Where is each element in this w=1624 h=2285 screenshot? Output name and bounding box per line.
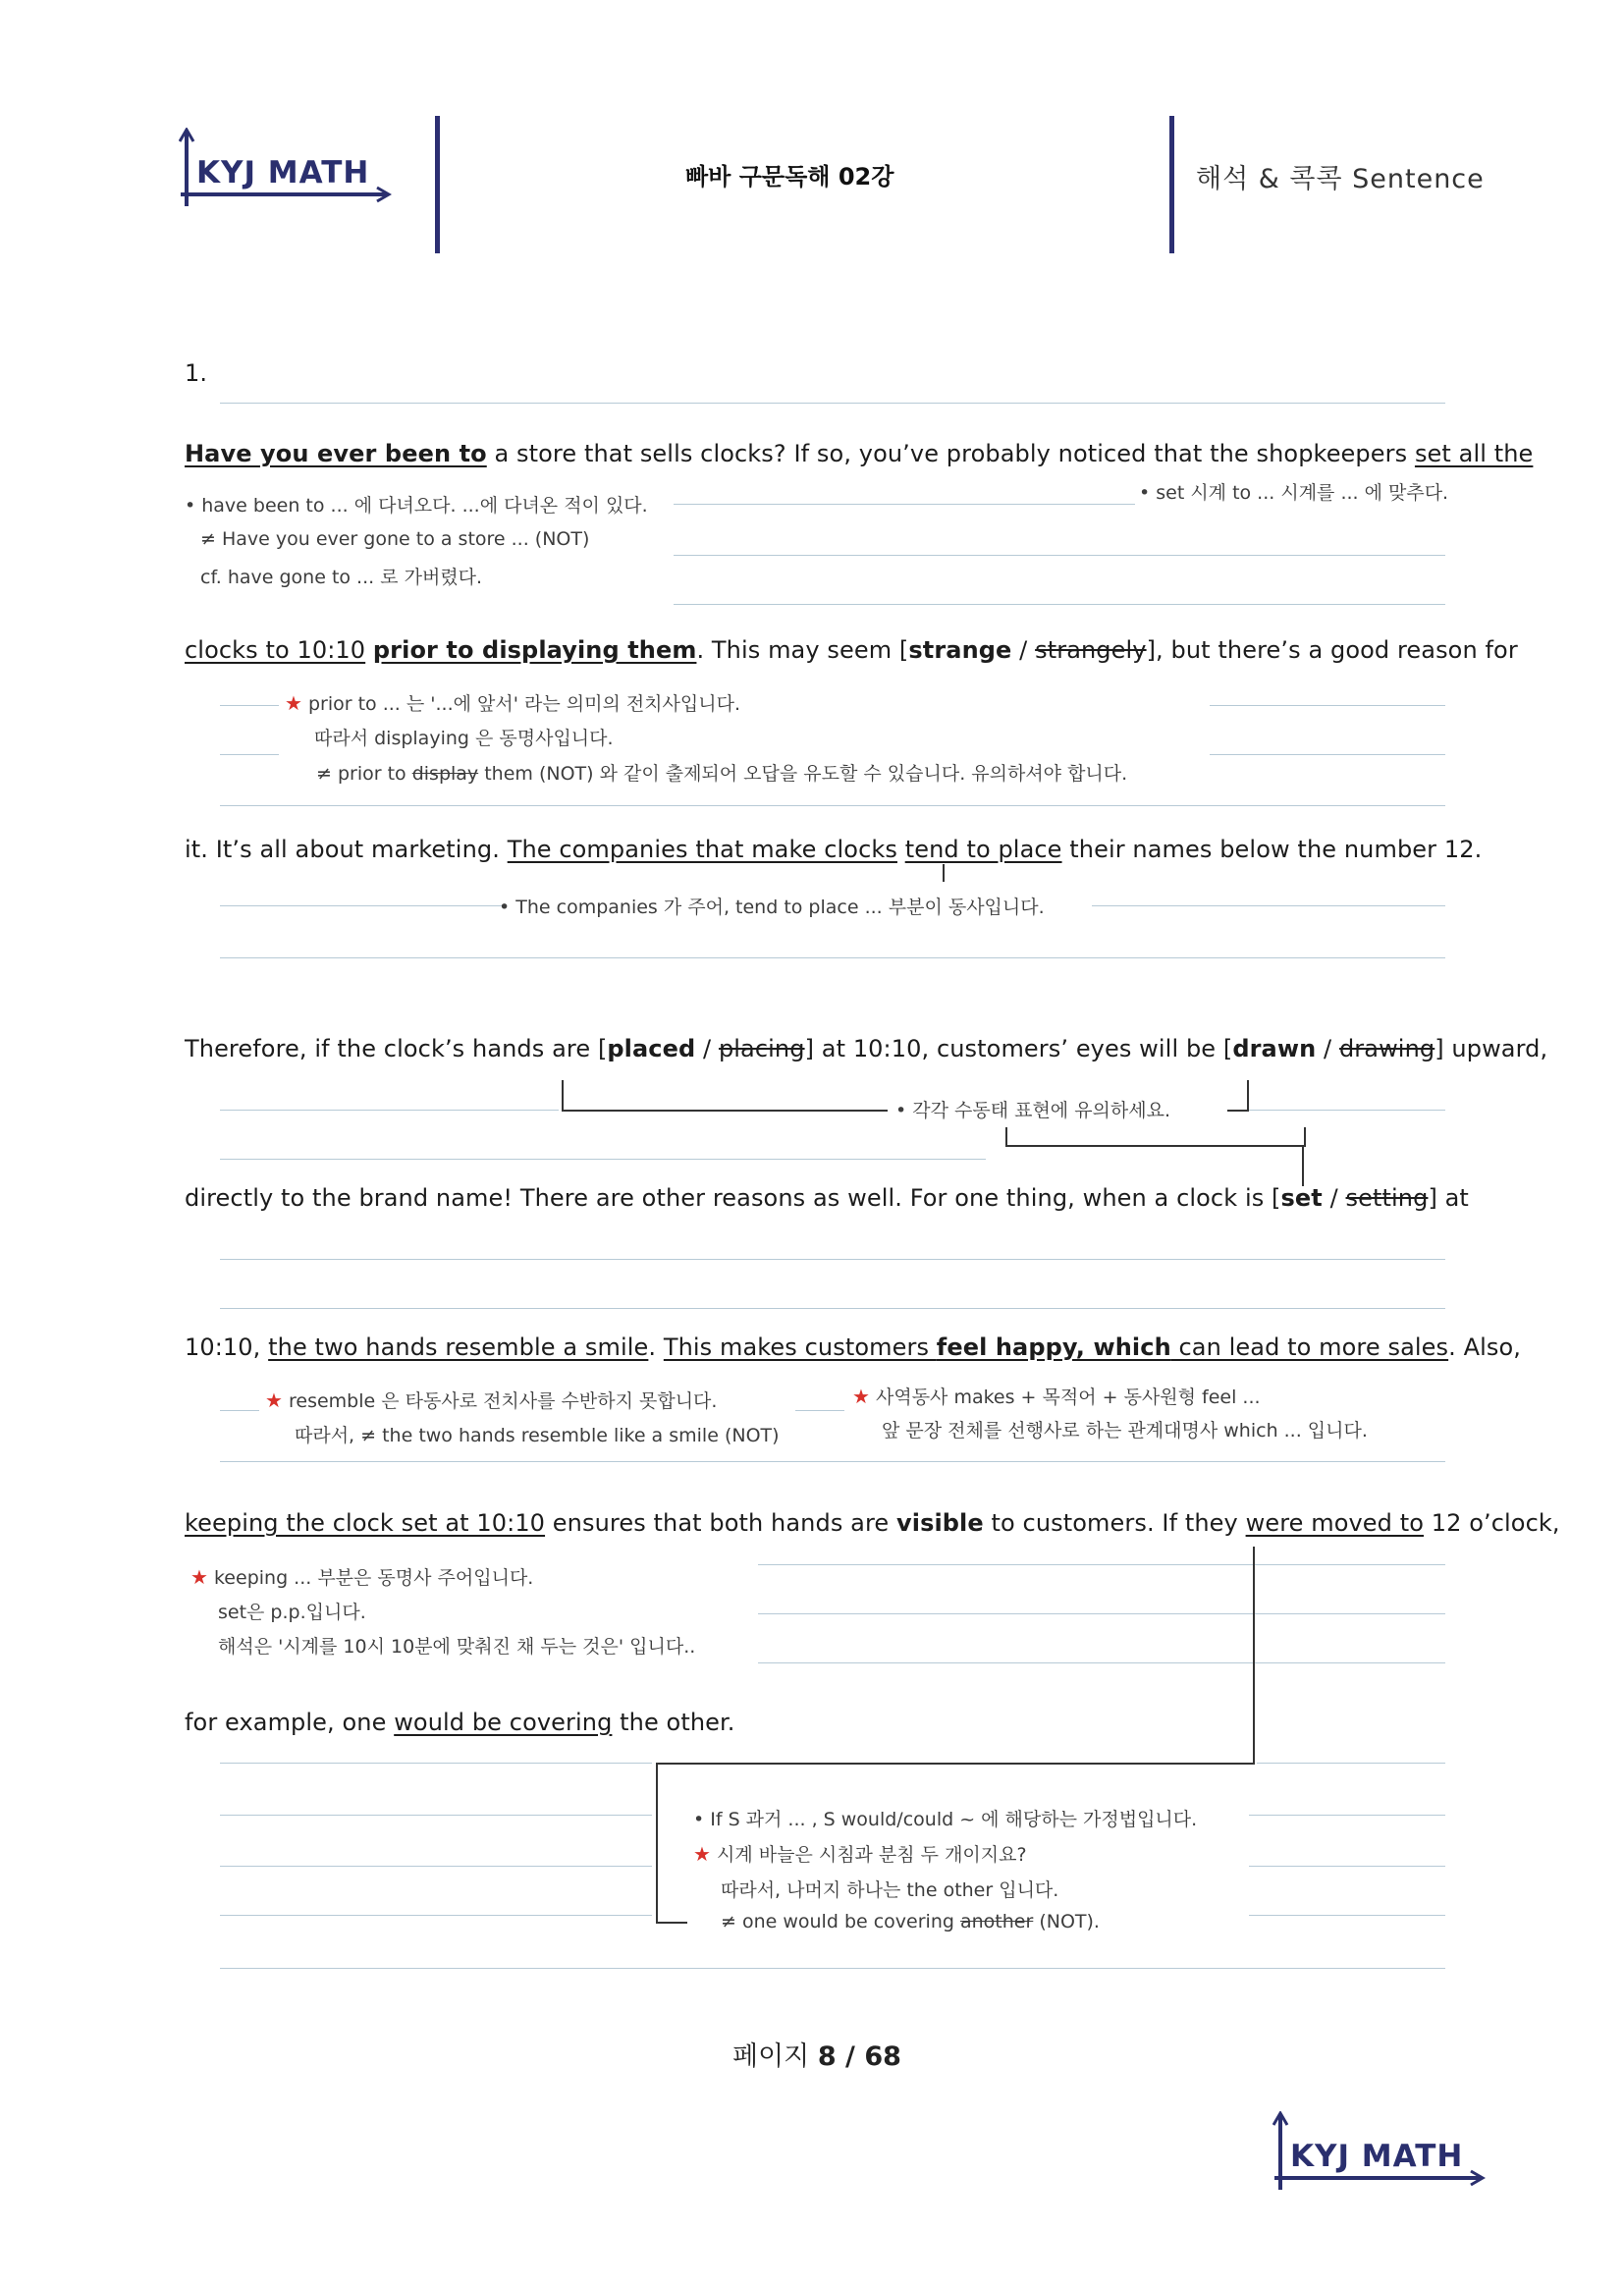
struck-display: display	[411, 763, 479, 785]
star-icon: ★	[265, 1388, 283, 1412]
text: them (NOT) 와 같이 출제되어 오답을 유도할 수 있습니다. 유의하셔야 합니다.	[478, 763, 1128, 785]
footer-logo	[1272, 2111, 1489, 2190]
text: ] at	[1428, 1184, 1469, 1212]
choice-drawn: drawn	[1232, 1035, 1317, 1062]
logo-text: KYJ MATH	[1290, 2139, 1464, 2174]
star-icon: ★	[190, 1565, 208, 1589]
choice-strangely-struck: strangely	[1035, 636, 1147, 664]
text: it. It’s all about marketing.	[185, 836, 508, 863]
rule-line	[1249, 1110, 1445, 1111]
note-text: 시계 바늘은 시침과 분침 두 개이지요?	[716, 1844, 1027, 1866]
phrase-have-been-to: Have you ever been to	[185, 440, 487, 467]
word-visible: visible	[896, 1509, 984, 1537]
rule-line	[1257, 1763, 1445, 1764]
rule-line	[220, 705, 279, 706]
text: . Also,	[1448, 1333, 1521, 1361]
note-relative-which: 앞 문장 전체를 선행사로 하는 관계대명사 which ... 입니다.	[882, 1420, 1368, 1442]
rule-line	[220, 1159, 986, 1160]
choice-drawing-struck: drawing	[1338, 1035, 1435, 1062]
phrase-feel-happy-which: feel happy, which	[936, 1333, 1171, 1361]
text: directly to the brand name! There are other reasons as well. For one thing, when a clock is [	[185, 1184, 1281, 1212]
rule-line	[1092, 905, 1445, 906]
note-clock-hands	[693, 1840, 1027, 1867]
sentence-line-6	[185, 1333, 1521, 1361]
star-icon: ★	[852, 1385, 870, 1408]
logo-text: KYJ MATH	[196, 155, 370, 190]
sentence-line-4	[185, 1035, 1547, 1062]
note-have-gone-to: cf. have gone to ... 로 가버렸다.	[200, 567, 483, 588]
page-title: 빠바 구문독해 02강	[685, 163, 894, 190]
text: the other.	[612, 1709, 735, 1736]
note-have-been-to: • have been to ... 에 다녀오다. ...에 다녀온 적이 있다.	[185, 495, 648, 517]
note-set-pp: set은 p.p.입니다.	[218, 1602, 366, 1623]
text	[897, 836, 905, 863]
text: /	[1322, 1184, 1346, 1212]
rule-line	[758, 1613, 1445, 1614]
page-total: 68	[864, 2041, 901, 2072]
rule-line	[220, 1815, 652, 1816]
rule-line	[220, 1763, 652, 1764]
rule-line	[220, 805, 1445, 806]
note-gone-to-not: ≠ Have you ever gone to a store ... (NOT)	[200, 528, 590, 550]
sentence-line-7	[185, 1509, 1560, 1537]
rule-line	[674, 504, 1135, 505]
choice-placing-struck: placing	[718, 1035, 805, 1062]
rule-line	[220, 957, 1445, 958]
phrase-keeping-clock-set: keeping the clock set at 10:10	[185, 1509, 546, 1537]
text: their names below the number 12.	[1061, 836, 1483, 863]
note-text: 사역동사 makes + 목적어 + 동사원형 feel ...	[875, 1387, 1261, 1408]
sentence-line-3	[185, 836, 1482, 863]
choice-strange: strange	[908, 636, 1012, 664]
text: to customers. If they	[983, 1509, 1246, 1537]
phrase-more-sales: can lead to more sales	[1170, 1333, 1449, 1361]
note-set-clock: • set 시계 to ... 시계를 ... 에 맞추다.	[1139, 482, 1449, 504]
rule-line	[220, 1968, 1445, 1969]
header-divider-left	[435, 116, 440, 253]
connector-line	[1302, 1145, 1304, 1186]
star-icon: ★	[285, 691, 302, 715]
rule-line	[220, 1308, 1445, 1309]
page-label: 페이지	[732, 2041, 818, 2072]
rule-line	[1210, 705, 1445, 706]
note-text: keeping ... 부분은 동명사 주어입니다.	[213, 1567, 534, 1589]
note-resemble	[265, 1387, 717, 1413]
rule-line	[795, 1410, 844, 1411]
header-logo	[179, 128, 395, 206]
note-text: prior to ... 는 '...에 앞서' 라는 의미의 전치사입니다.	[307, 693, 740, 715]
note-another-not	[721, 1911, 1100, 1932]
phrase-would-be-covering: would be covering	[394, 1709, 613, 1736]
sentence-line-2	[185, 636, 1518, 664]
connector-line	[1005, 1145, 1304, 1147]
rule-line	[758, 1564, 1445, 1565]
note-subjunctive: • If S 과거 ... , S would/could ~ 에 해당하는 가정법입니다.	[693, 1809, 1198, 1830]
note-passive-voice: • 각각 수동태 표현에 유의하세요.	[895, 1100, 1171, 1121]
rule-line	[758, 1662, 1445, 1663]
connector-line	[656, 1763, 1255, 1765]
phrase-tend-to-place: tend to place	[904, 836, 1062, 863]
text: ensures that both hands are	[545, 1509, 896, 1537]
phrase-this-makes-customers: This makes customers	[663, 1333, 937, 1361]
rule-line	[220, 1410, 259, 1411]
text: ] at 10:10, customers’ eyes will be [	[804, 1035, 1233, 1062]
text	[365, 636, 373, 664]
note-resemble-like-not: 따라서, ≠ the two hands resemble like a smile (NOT)	[295, 1425, 780, 1446]
star-icon: ★	[693, 1842, 711, 1866]
phrase-two-hands-resemble: the two hands resemble a smile	[268, 1333, 649, 1361]
text: /	[1011, 636, 1036, 664]
sentence-line-5	[185, 1184, 1469, 1212]
rule-line	[1249, 1815, 1445, 1816]
connector-bracket-placed	[562, 1080, 888, 1112]
note-the-other: 따라서, 나머지 하나는 the other 입니다.	[721, 1879, 1059, 1901]
rule-line	[220, 754, 279, 755]
phrase-prior-to-displaying: prior to displaying them	[372, 636, 697, 664]
phrase-clocks-to-1010: clocks to 10:10	[185, 636, 366, 664]
text: (NOT).	[1033, 1911, 1100, 1932]
page-sep: /	[836, 2041, 865, 2072]
choice-placed: placed	[607, 1035, 696, 1062]
text: 12 o’clock,	[1424, 1509, 1560, 1537]
rule-line	[674, 555, 1445, 556]
page-current: 8	[817, 2041, 837, 2072]
choice-setting-struck: setting	[1345, 1184, 1429, 1212]
text: . This may seem [	[696, 636, 909, 664]
rule-line	[220, 1461, 1445, 1462]
header-section-label: 해석 & 콕콕 Sentence	[1196, 164, 1485, 194]
choice-set: set	[1280, 1184, 1323, 1212]
rule-line	[220, 1110, 559, 1111]
struck-another: another	[959, 1911, 1034, 1932]
text: a store that sells clocks? If so, you’ve probably noticed that the shopkeepers	[486, 440, 1415, 467]
note-prior-to	[285, 689, 740, 716]
question-number: 1.	[185, 359, 208, 387]
rule-line	[220, 1259, 1445, 1260]
rule-line	[220, 1866, 652, 1867]
page-indicator	[732, 2035, 901, 2073]
note-displaying-gerund: 따라서 displaying 은 동명사입니다.	[314, 728, 614, 749]
rule-line	[220, 403, 1445, 404]
rule-line	[220, 1915, 652, 1916]
rule-line	[1249, 1915, 1445, 1916]
connector-bracket-set	[1005, 1127, 1306, 1147]
rule-line	[1210, 754, 1445, 755]
phrase-the-companies: The companies that make clocks	[507, 836, 897, 863]
header-divider-right	[1169, 116, 1174, 253]
connector-bracket-drawn	[1227, 1080, 1249, 1112]
note-text: resemble 은 타동사로 전치사를 수반하지 못합니다.	[288, 1390, 718, 1412]
text: Therefore, if the clock’s hands are [	[185, 1035, 608, 1062]
connector-bracket-if	[656, 1763, 687, 1924]
phrase-set-all-the: set all the	[1414, 440, 1534, 467]
phrase-were-moved-to: were moved to	[1245, 1509, 1425, 1537]
note-causative	[852, 1383, 1261, 1409]
rule-line	[1249, 1866, 1445, 1867]
text: /	[1316, 1035, 1339, 1062]
text: ≠ one would be covering	[721, 1911, 960, 1932]
rule-line	[220, 905, 505, 906]
text: .	[648, 1333, 664, 1361]
text: ] upward,	[1435, 1035, 1548, 1062]
note-interpretation: 해석은 '시계를 10시 10분에 맞춰진 채 두는 것은' 입니다..	[218, 1636, 696, 1658]
connector-line	[943, 864, 945, 882]
text: 10:10,	[185, 1333, 269, 1361]
note-subject-verb: • The companies 가 주어, tend to place ... 부분이 동사입니다.	[499, 897, 1045, 918]
rule-line	[674, 604, 1445, 605]
text: for example, one	[185, 1709, 395, 1736]
note-gerund-subject	[190, 1563, 533, 1590]
sentence-line-8	[185, 1709, 735, 1736]
note-prior-to-display-not	[316, 759, 1127, 786]
connector-line	[1253, 1547, 1255, 1763]
text: ≠ prior to	[316, 763, 412, 785]
text: ], but there’s a good reason for	[1146, 636, 1518, 664]
sentence-line-1	[185, 440, 1533, 467]
text: /	[695, 1035, 719, 1062]
